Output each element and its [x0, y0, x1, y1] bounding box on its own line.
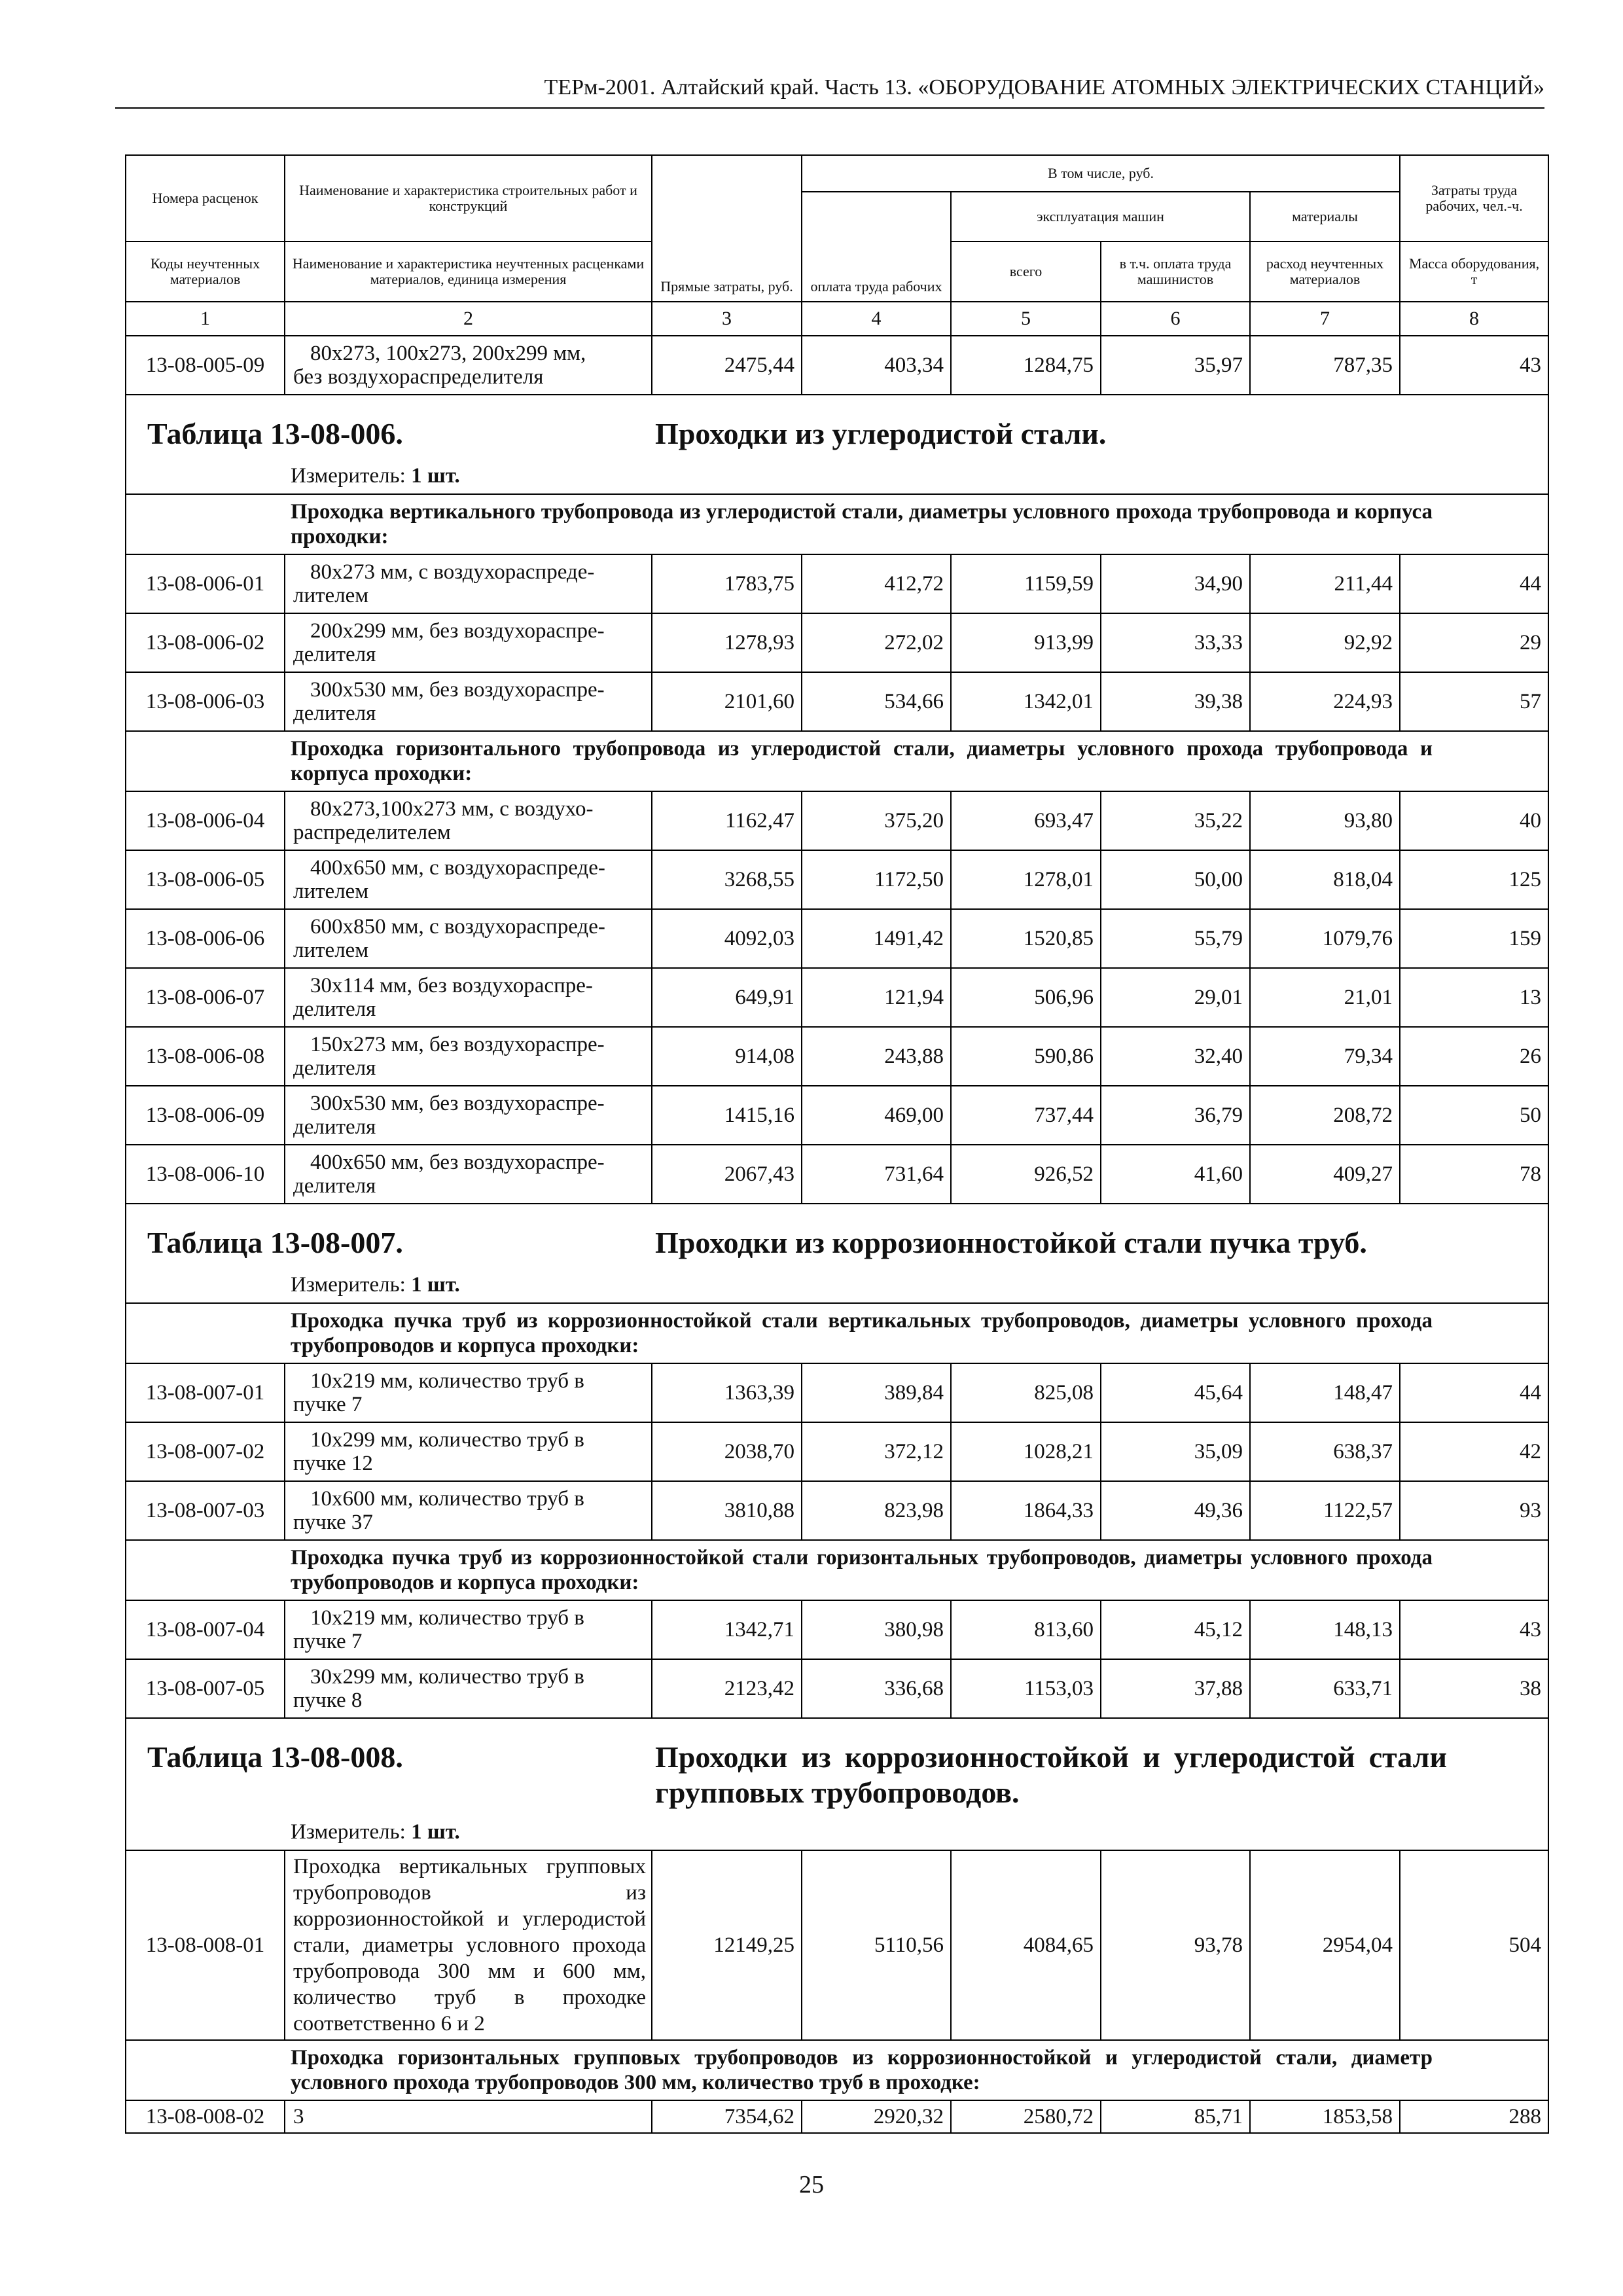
col-header-oplata: оплата труда рабочих	[802, 192, 951, 302]
table-number: Таблица 13-08-007.	[147, 1226, 403, 1259]
direct-cost: 7354,62	[652, 2100, 802, 2133]
work-description-line1: 80х273 мм, с воздухораспреде-	[310, 560, 595, 584]
work-description-line2: пучке 7	[293, 1393, 363, 1416]
col-header-nomera: Номера расценок	[126, 155, 285, 242]
rate-code: 13-08-006-04	[126, 791, 285, 850]
work-description-line2: делителя	[293, 997, 376, 1021]
machine-cost: 913,99	[951, 613, 1101, 672]
labor-cost: 2920,32	[802, 2100, 951, 2133]
work-description-line1: 300х530 мм, без воздухораспре-	[310, 1092, 605, 1115]
work-description	[285, 613, 652, 672]
work-description-line1: 10х299 мм, количество труб в	[310, 1428, 584, 1452]
machinist-cost: 39,38	[1101, 672, 1250, 731]
machinist-cost: 85,71	[1101, 2100, 1250, 2133]
machinist-cost: 36,79	[1101, 1086, 1250, 1145]
labor-hours: 43	[1400, 336, 1548, 395]
table-row	[126, 1850, 1548, 2040]
machinist-cost: 29,01	[1101, 968, 1250, 1027]
work-description: Проходка вертикальных групповых трубопроводов из коррозионностойкой и углеродистой стали, диаметры условного прохода трубопровода 300 мм и 600 мм, количество труб в проходке соответственно 6 и 2	[285, 1850, 652, 2040]
table-row	[126, 1659, 1548, 1718]
rate-code: 13-08-008-02	[126, 2100, 285, 2133]
measure-value: 1 шт.	[411, 1820, 460, 1844]
direct-cost: 2475,44	[652, 336, 802, 395]
work-description-line2: лителем	[293, 584, 369, 607]
group-heading-row	[126, 1303, 1548, 1363]
labor-cost: 272,02	[802, 613, 951, 672]
machinist-cost: 35,09	[1101, 1422, 1250, 1481]
rate-code: 13-08-006-08	[126, 1027, 285, 1086]
page-number: 25	[799, 2171, 824, 2198]
work-description-line1: 150х273 мм, без воздухораспре-	[310, 1033, 605, 1056]
work-description-line2: делителя	[293, 1056, 376, 1080]
measure-value: 1 шт.	[411, 464, 460, 488]
col-header-rashod: расход неучтенных материалов	[1250, 242, 1400, 302]
machine-cost: 1278,01	[951, 850, 1101, 909]
labor-hours: 44	[1400, 554, 1548, 613]
col-number: 6	[1101, 302, 1250, 336]
col-header-massa: Масса оборудования, т	[1400, 242, 1548, 302]
group-heading: Проходка горизонтального трубопровода из углеродистой стали, диаметры условного прохода трубопровода и корпуса проходки:	[291, 737, 1433, 785]
table-row	[126, 1422, 1548, 1481]
material-cost: 79,34	[1250, 1027, 1400, 1086]
material-cost: 148,47	[1250, 1363, 1400, 1422]
machinist-cost: 50,00	[1101, 850, 1250, 909]
measure-label: Измеритель:	[291, 1820, 406, 1844]
labor-cost: 243,88	[802, 1027, 951, 1086]
machine-cost: 926,52	[951, 1145, 1101, 1204]
col-header-naimenovanie: Наименование и характеристика строительных работ и конструкций	[285, 155, 652, 242]
machinist-cost: 93,78	[1101, 1850, 1250, 2040]
labor-cost: 336,68	[802, 1659, 951, 1718]
rate-code: 13-08-006-10	[126, 1145, 285, 1204]
labor-hours: 125	[1400, 850, 1548, 909]
rate-code: 13-08-007-05	[126, 1659, 285, 1718]
direct-cost: 2038,70	[652, 1422, 802, 1481]
work-description-line2: делителя	[293, 702, 376, 725]
direct-cost: 3810,88	[652, 1481, 802, 1540]
work-description-line2: пучке 37	[293, 1511, 373, 1534]
material-cost: 1853,58	[1250, 2100, 1400, 2133]
col-number: 5	[951, 302, 1101, 336]
labor-cost: 1172,50	[802, 850, 951, 909]
work-description-line1: 10х219 мм, количество труб в	[310, 1369, 584, 1393]
labor-hours: 93	[1400, 1481, 1548, 1540]
group-heading: Проходка пучка труб из коррозионностойкой стали горизонтальных трубопроводов, диаметры условного прохода трубопроводов и корпуса проходки:	[291, 1546, 1433, 1594]
work-description-line1: 200х299 мм, без воздухораспре-	[310, 619, 605, 643]
machinist-cost: 37,88	[1101, 1659, 1250, 1718]
table-row	[126, 336, 1548, 395]
work-description	[285, 850, 652, 909]
machine-cost: 1342,01	[951, 672, 1101, 731]
work-description	[285, 336, 652, 395]
direct-cost: 4092,03	[652, 909, 802, 968]
col-header-zatraty: Затраты труда рабочих, чел.-ч.	[1400, 155, 1548, 242]
direct-cost: 1162,47	[652, 791, 802, 850]
labor-cost: 403,34	[802, 336, 951, 395]
work-description-line1: 400х650 мм, без воздухораспре-	[310, 1151, 605, 1174]
group-heading: Проходка горизонтальных групповых трубопроводов из коррозионностойкой и углеродистой стали, диаметр условного прохода трубопроводов 300 мм, количество труб в проходке:	[291, 2046, 1433, 2094]
machinist-cost: 35,22	[1101, 791, 1250, 850]
rate-code: 13-08-006-05	[126, 850, 285, 909]
material-cost: 211,44	[1250, 554, 1400, 613]
material-cost: 148,13	[1250, 1600, 1400, 1659]
work-description-line1: 80х273, 100х273, 200х299 мм,	[310, 342, 586, 365]
col-header-vtom: В том числе, руб.	[802, 155, 1400, 192]
labor-hours: 288	[1400, 2100, 1548, 2133]
table-row	[126, 554, 1548, 613]
labor-cost: 375,20	[802, 791, 951, 850]
table-title: Проходки из коррозионностойкой и углеродистой стали групповых трубопроводов.	[655, 1740, 1447, 1809]
work-description	[285, 1481, 652, 1540]
labor-hours: 29	[1400, 613, 1548, 672]
work-description-line2: распределителем	[293, 821, 451, 844]
work-description: 3	[285, 2100, 652, 2133]
direct-cost: 1278,93	[652, 613, 802, 672]
material-cost: 409,27	[1250, 1145, 1400, 1204]
machine-cost: 1520,85	[951, 909, 1101, 968]
machine-cost: 506,96	[951, 968, 1101, 1027]
direct-cost: 1363,39	[652, 1363, 802, 1422]
measure-unit	[291, 1273, 460, 1297]
work-description	[285, 1422, 652, 1481]
table-row	[126, 672, 1548, 731]
material-cost: 208,72	[1250, 1086, 1400, 1145]
direct-cost: 3268,55	[652, 850, 802, 909]
machine-cost: 4084,65	[951, 1850, 1101, 2040]
direct-cost: 1415,16	[652, 1086, 802, 1145]
work-description-line2: лителем	[293, 939, 369, 962]
table-row	[126, 850, 1548, 909]
table-row	[126, 909, 1548, 968]
work-description-line2: лителем	[293, 880, 369, 903]
rate-code: 13-08-006-09	[126, 1086, 285, 1145]
machine-cost: 1864,33	[951, 1481, 1101, 1540]
table-number: Таблица 13-08-006.	[147, 417, 403, 450]
direct-cost: 649,91	[652, 968, 802, 1027]
work-description	[285, 1363, 652, 1422]
machinist-cost: 35,97	[1101, 336, 1250, 395]
material-cost: 633,71	[1250, 1659, 1400, 1718]
direct-cost: 2067,43	[652, 1145, 802, 1204]
col-header-vsego: всего	[951, 242, 1101, 302]
machinist-cost: 45,64	[1101, 1363, 1250, 1422]
labor-hours: 44	[1400, 1363, 1548, 1422]
labor-hours: 42	[1400, 1422, 1548, 1481]
col-number: 2	[285, 302, 652, 336]
work-description-line2: пучке 12	[293, 1452, 373, 1475]
measure-unit	[291, 1820, 460, 1844]
material-cost: 21,01	[1250, 968, 1400, 1027]
material-cost: 818,04	[1250, 850, 1400, 909]
table-row	[126, 791, 1548, 850]
material-cost: 92,92	[1250, 613, 1400, 672]
machinist-cost: 55,79	[1101, 909, 1250, 968]
rate-code: 13-08-006-02	[126, 613, 285, 672]
machine-cost: 737,44	[951, 1086, 1101, 1145]
table-row	[126, 1086, 1548, 1145]
work-description	[285, 1600, 652, 1659]
material-cost: 2954,04	[1250, 1850, 1400, 2040]
direct-cost: 2123,42	[652, 1659, 802, 1718]
work-description-line1: 10х600 мм, количество труб в	[310, 1487, 584, 1511]
labor-cost: 372,12	[802, 1422, 951, 1481]
rate-code: 13-08-007-04	[126, 1600, 285, 1659]
group-heading: Проходка вертикального трубопровода из углеродистой стали, диаметры условного прохода трубопровода и корпуса проходки:	[291, 500, 1433, 548]
machinist-cost: 41,60	[1101, 1145, 1250, 1204]
labor-hours: 57	[1400, 672, 1548, 731]
col-number: 8	[1400, 302, 1548, 336]
work-description	[285, 554, 652, 613]
measure-value: 1 шт.	[411, 1273, 460, 1297]
rate-code: 13-08-007-02	[126, 1422, 285, 1481]
work-description	[285, 1027, 652, 1086]
labor-cost: 1491,42	[802, 909, 951, 968]
labor-hours: 38	[1400, 1659, 1548, 1718]
work-description	[285, 1086, 652, 1145]
labor-cost: 823,98	[802, 1481, 951, 1540]
labor-hours: 26	[1400, 1027, 1548, 1086]
work-description-line1: 80х273,100х273 мм, с воздухо-	[310, 797, 594, 821]
group-heading-row	[126, 1540, 1548, 1600]
group-heading-row	[126, 2040, 1548, 2100]
machine-cost: 1153,03	[951, 1659, 1101, 1718]
direct-cost: 12149,25	[652, 1850, 802, 2040]
work-description-line1: 600х850 мм, с воздухораспреде-	[310, 915, 605, 939]
work-description-line2: пучке 8	[293, 1689, 363, 1712]
work-description-line1: 30х299 мм, количество труб в	[310, 1665, 584, 1689]
work-description-line2: делителя	[293, 643, 376, 666]
rate-code: 13-08-007-03	[126, 1481, 285, 1540]
labor-hours: 40	[1400, 791, 1548, 850]
machine-cost: 1028,21	[951, 1422, 1101, 1481]
machine-cost: 590,86	[951, 1027, 1101, 1086]
group-heading-row	[126, 731, 1548, 791]
table-title-row	[126, 1718, 1548, 1850]
labor-cost: 731,64	[802, 1145, 951, 1204]
measure-label: Измеритель:	[291, 464, 406, 488]
rate-code: 13-08-006-01	[126, 554, 285, 613]
work-description	[285, 1145, 652, 1204]
rate-code: 13-08-006-07	[126, 968, 285, 1027]
work-description-line2: делителя	[293, 1115, 376, 1139]
table-title: Проходки из коррозионностойкой стали пучка труб.	[655, 1226, 1367, 1259]
table-row	[126, 1600, 1548, 1659]
table-row	[126, 1481, 1548, 1540]
table-title-row	[126, 1204, 1548, 1303]
direct-cost: 1342,71	[652, 1600, 802, 1659]
material-cost: 787,35	[1250, 336, 1400, 395]
machine-cost: 1159,59	[951, 554, 1101, 613]
direct-cost: 914,08	[652, 1027, 802, 1086]
work-description-line1: 400х650 мм, с воздухораспреде-	[310, 856, 605, 880]
table-title: Проходки из углеродистой стали.	[655, 417, 1107, 450]
work-description-line2: без воздухораспределителя	[293, 365, 544, 389]
table-row	[126, 2100, 1548, 2133]
rate-code: 13-08-008-01	[126, 1850, 285, 2040]
measure-label: Измеритель:	[291, 1273, 406, 1297]
col-number: 7	[1250, 302, 1400, 336]
material-cost: 1079,76	[1250, 909, 1400, 968]
work-description	[285, 672, 652, 731]
col-header-ekspl: эксплуатация машин	[951, 192, 1250, 242]
labor-hours: 43	[1400, 1600, 1548, 1659]
labor-cost: 469,00	[802, 1086, 951, 1145]
col-number: 1	[126, 302, 285, 336]
table-row	[126, 1145, 1548, 1204]
work-description	[285, 968, 652, 1027]
machine-cost: 813,60	[951, 1600, 1101, 1659]
table-row	[126, 1027, 1548, 1086]
col-header-pryamye: Прямые затраты, руб.	[652, 155, 802, 302]
work-description	[285, 909, 652, 968]
material-cost: 224,93	[1250, 672, 1400, 731]
labor-cost: 121,94	[802, 968, 951, 1027]
labor-cost: 412,72	[802, 554, 951, 613]
machinist-cost: 34,90	[1101, 554, 1250, 613]
col-number: 3	[652, 302, 802, 336]
table-title-row	[126, 395, 1548, 494]
col-number: 4	[802, 302, 951, 336]
rate-code: 13-08-006-03	[126, 672, 285, 731]
material-cost: 93,80	[1250, 791, 1400, 850]
work-description-line1: 300х530 мм, без воздухораспре-	[310, 678, 605, 702]
machine-cost: 693,47	[951, 791, 1101, 850]
rate-code: 13-08-007-01	[126, 1363, 285, 1422]
col-header-kody: Коды неучтенных материалов	[126, 242, 285, 302]
work-description-line1: 30х114 мм, без воздухораспре-	[310, 974, 593, 997]
table-row	[126, 1363, 1548, 1422]
machinist-cost: 49,36	[1101, 1481, 1250, 1540]
labor-hours: 504	[1400, 1850, 1548, 2040]
table-number: Таблица 13-08-008.	[147, 1740, 403, 1774]
machinist-cost: 45,12	[1101, 1600, 1250, 1659]
direct-cost: 2101,60	[652, 672, 802, 731]
labor-cost: 5110,56	[802, 1850, 951, 2040]
labor-cost: 389,84	[802, 1363, 951, 1422]
material-cost: 638,37	[1250, 1422, 1400, 1481]
col-header-naimenovanie2: Наименование и характеристика неучтенных расценками материалов, единица измерения	[285, 242, 652, 302]
table-row	[126, 968, 1548, 1027]
machinist-cost: 32,40	[1101, 1027, 1250, 1086]
work-description-line2: пучке 7	[293, 1630, 363, 1653]
rate-code: 13-08-006-06	[126, 909, 285, 968]
group-heading-row	[126, 494, 1548, 554]
work-description-line2: делителя	[293, 1174, 376, 1198]
group-heading: Проходка пучка труб из коррозионностойкой стали вертикальных трубопроводов, диаметры условного прохода трубопроводов и корпуса проходки:	[291, 1309, 1433, 1357]
table-row	[126, 613, 1548, 672]
col-header-vtch: в т.ч. оплата труда машинистов	[1101, 242, 1250, 302]
work-description-line1: 10х219 мм, количество труб в	[310, 1606, 584, 1630]
work-description	[285, 791, 652, 850]
labor-hours: 159	[1400, 909, 1548, 968]
work-description	[285, 1659, 652, 1718]
machine-cost: 1284,75	[951, 336, 1101, 395]
labor-hours: 50	[1400, 1086, 1548, 1145]
labor-cost: 534,66	[802, 672, 951, 731]
col-header-materialy: материалы	[1250, 192, 1400, 242]
direct-cost: 1783,75	[652, 554, 802, 613]
machine-cost: 2580,72	[951, 2100, 1101, 2133]
machine-cost: 825,08	[951, 1363, 1101, 1422]
measure-unit	[291, 464, 460, 488]
labor-hours: 13	[1400, 968, 1548, 1027]
labor-hours: 78	[1400, 1145, 1548, 1204]
labor-cost: 380,98	[802, 1600, 951, 1659]
running-header: ТЕРм-2001. Алтайский край. Часть 13. «ОБОРУДОВАНИЕ АТОМНЫХ ЭЛЕКТРИЧЕСКИХ СТАНЦИЙ»	[115, 68, 1544, 109]
material-cost: 1122,57	[1250, 1481, 1400, 1540]
machinist-cost: 33,33	[1101, 613, 1250, 672]
rate-code: 13-08-005-09	[126, 336, 285, 395]
price-table	[125, 154, 1549, 2134]
column-number-row	[126, 302, 1548, 336]
